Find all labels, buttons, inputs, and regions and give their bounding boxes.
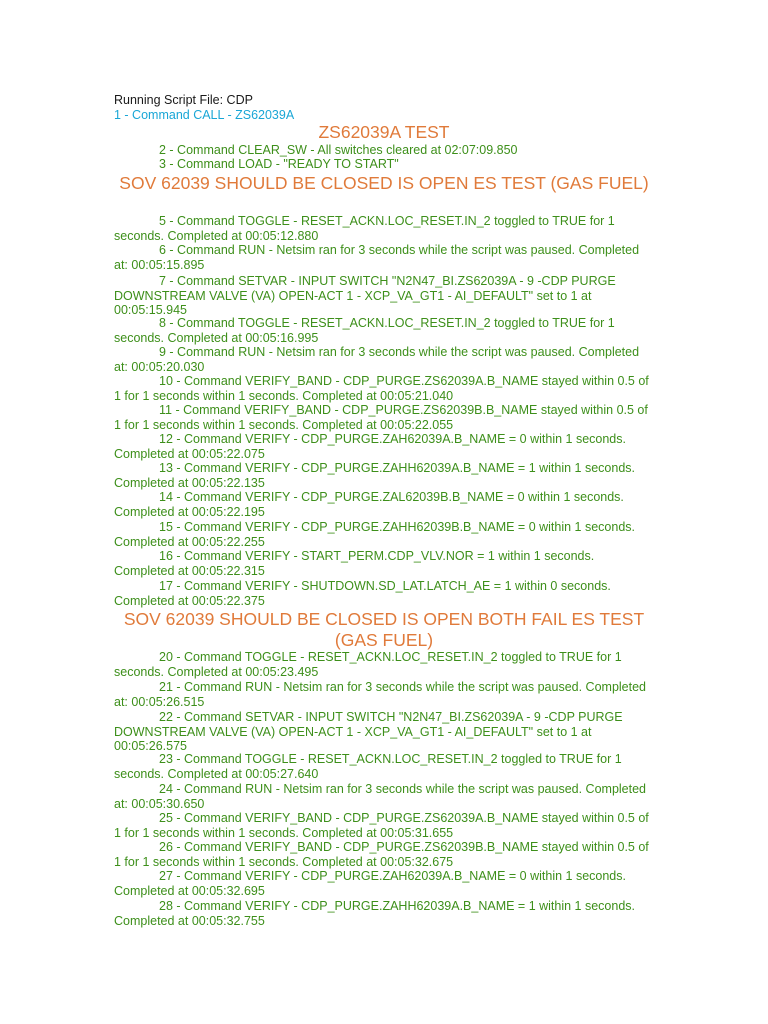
log-entry: 26 - Command VERIFY_BAND - CDP_PURGE.ZS62039B.B_NAME stayed within 0.5 of 1 for 1 seconds within 1 seconds. Completed at 00:05:32.675 xyxy=(114,840,649,869)
log-entry: 14 - Command VERIFY - CDP_PURGE.ZAL62039B.B_NAME = 0 within 1 seconds. Completed at 00:05:22.195 xyxy=(114,490,624,519)
log-entry: 3 - Command LOAD - "READY TO START" xyxy=(159,157,399,171)
log-entry: 28 - Command VERIFY - CDP_PURGE.ZAHH62039A.B_NAME = 1 within 1 seconds. Completed at 00:05:32.755 xyxy=(114,899,636,928)
log-entry: 8 - Command TOGGLE - RESET_ACKN.LOC_RESET.IN_2 toggled to TRUE for 1 seconds. Completed at 00:05:16.995 xyxy=(114,316,615,345)
log-entry: 25 - Command VERIFY_BAND - CDP_PURGE.ZS62039A.B_NAME stayed within 0.5 of 1 for 1 seconds within 1 seconds. Completed at 00:05:31.655 xyxy=(114,811,649,840)
log-entry: 12 - Command VERIFY - CDP_PURGE.ZAH62039A.B_NAME = 0 within 1 seconds. Completed at 00:05:22.075 xyxy=(114,432,626,461)
section-heading: SOV 62039 SHOULD BE CLOSED IS OPEN ES TEST (GAS FUEL) xyxy=(119,173,649,193)
log-entry: 17 - Command VERIFY - SHUTDOWN.SD_LAT.LATCH_AE = 1 within 0 seconds. Completed at 00:05:22.375 xyxy=(114,579,611,608)
section-heading: ZS62039A TEST xyxy=(318,122,450,142)
log-entry: 27 - Command VERIFY - CDP_PURGE.ZAH62039A.B_NAME = 0 within 1 seconds. Completed at 00:05:32.695 xyxy=(114,869,626,898)
log-entry: 2 - Command CLEAR_SW - All switches cleared at 02:07:09.850 xyxy=(159,143,518,157)
log-entry: 11 - Command VERIFY_BAND - CDP_PURGE.ZS62039B.B_NAME stayed within 0.5 of 1 for 1 seconds within 1 seconds. Completed at 00:05:22.055 xyxy=(114,403,648,432)
script-title: Running Script File: CDP xyxy=(114,93,253,107)
log-entry: 24 - Command RUN - Netsim ran for 3 seconds while the script was paused. Completed at: 00:05:30.650 xyxy=(114,782,647,811)
call-line: 1 - Command CALL - ZS62039A xyxy=(114,108,295,122)
log-entry: 7 - Command SETVAR - INPUT SWITCH "N2N47_BI.ZS62039A - 9 -CDP PURGE DOWNSTREAM VALVE (VA) OPEN-ACT 1 - XCP_VA_GT1 - AI_DEFAULT" set to 1 at 00:05:15.945 xyxy=(114,274,616,318)
log-entry: 23 - Command TOGGLE - RESET_ACKN.LOC_RESET.IN_2 toggled to TRUE for 1 seconds. Completed at 00:05:27.640 xyxy=(114,752,622,781)
log-entry: 16 - Command VERIFY - START_PERM.CDP_VLV.NOR = 1 within 1 seconds. Completed at 00:05:22.315 xyxy=(114,549,595,578)
log-entry: 21 - Command RUN - Netsim ran for 3 seconds while the script was paused. Completed at: 00:05:26.515 xyxy=(114,680,647,709)
log-entry: 15 - Command VERIFY - CDP_PURGE.ZAHH62039B.B_NAME = 0 within 1 seconds. Completed at 00:05:22.255 xyxy=(114,520,636,549)
log-entry: 13 - Command VERIFY - CDP_PURGE.ZAHH62039A.B_NAME = 1 within 1 seconds. Completed at 00:05:22.135 xyxy=(114,461,636,490)
log-entry: 9 - Command RUN - Netsim ran for 3 seconds while the script was paused. Completed at: 00:05:20.030 xyxy=(114,345,640,374)
log-entry: 5 - Command TOGGLE - RESET_ACKN.LOC_RESET.IN_2 toggled to TRUE for 1 seconds. Completed at 00:05:12.880 xyxy=(114,214,615,243)
log-entry: 6 - Command RUN - Netsim ran for 3 seconds while the script was paused. Completed at: 00:05:15.895 xyxy=(114,243,640,272)
section-heading: SOV 62039 SHOULD BE CLOSED IS OPEN BOTH FAIL ES TEST (GAS FUEL) xyxy=(123,609,645,650)
log-entry: 22 - Command SETVAR - INPUT SWITCH "N2N47_BI.ZS62039A - 9 -CDP PURGE DOWNSTREAM VALVE (VA) OPEN-ACT 1 - XCP_VA_GT1 - AI_DEFAULT" set to 1 at 00:05:26.575 xyxy=(114,710,623,754)
log-entry: 20 - Command TOGGLE - RESET_ACKN.LOC_RESET.IN_2 toggled to TRUE for 1 seconds. Completed at 00:05:23.495 xyxy=(114,650,622,679)
log-entry: 10 - Command VERIFY_BAND - CDP_PURGE.ZS62039A.B_NAME stayed within 0.5 of 1 for 1 seconds within 1 seconds. Completed at 00:05:21.040 xyxy=(114,374,649,403)
